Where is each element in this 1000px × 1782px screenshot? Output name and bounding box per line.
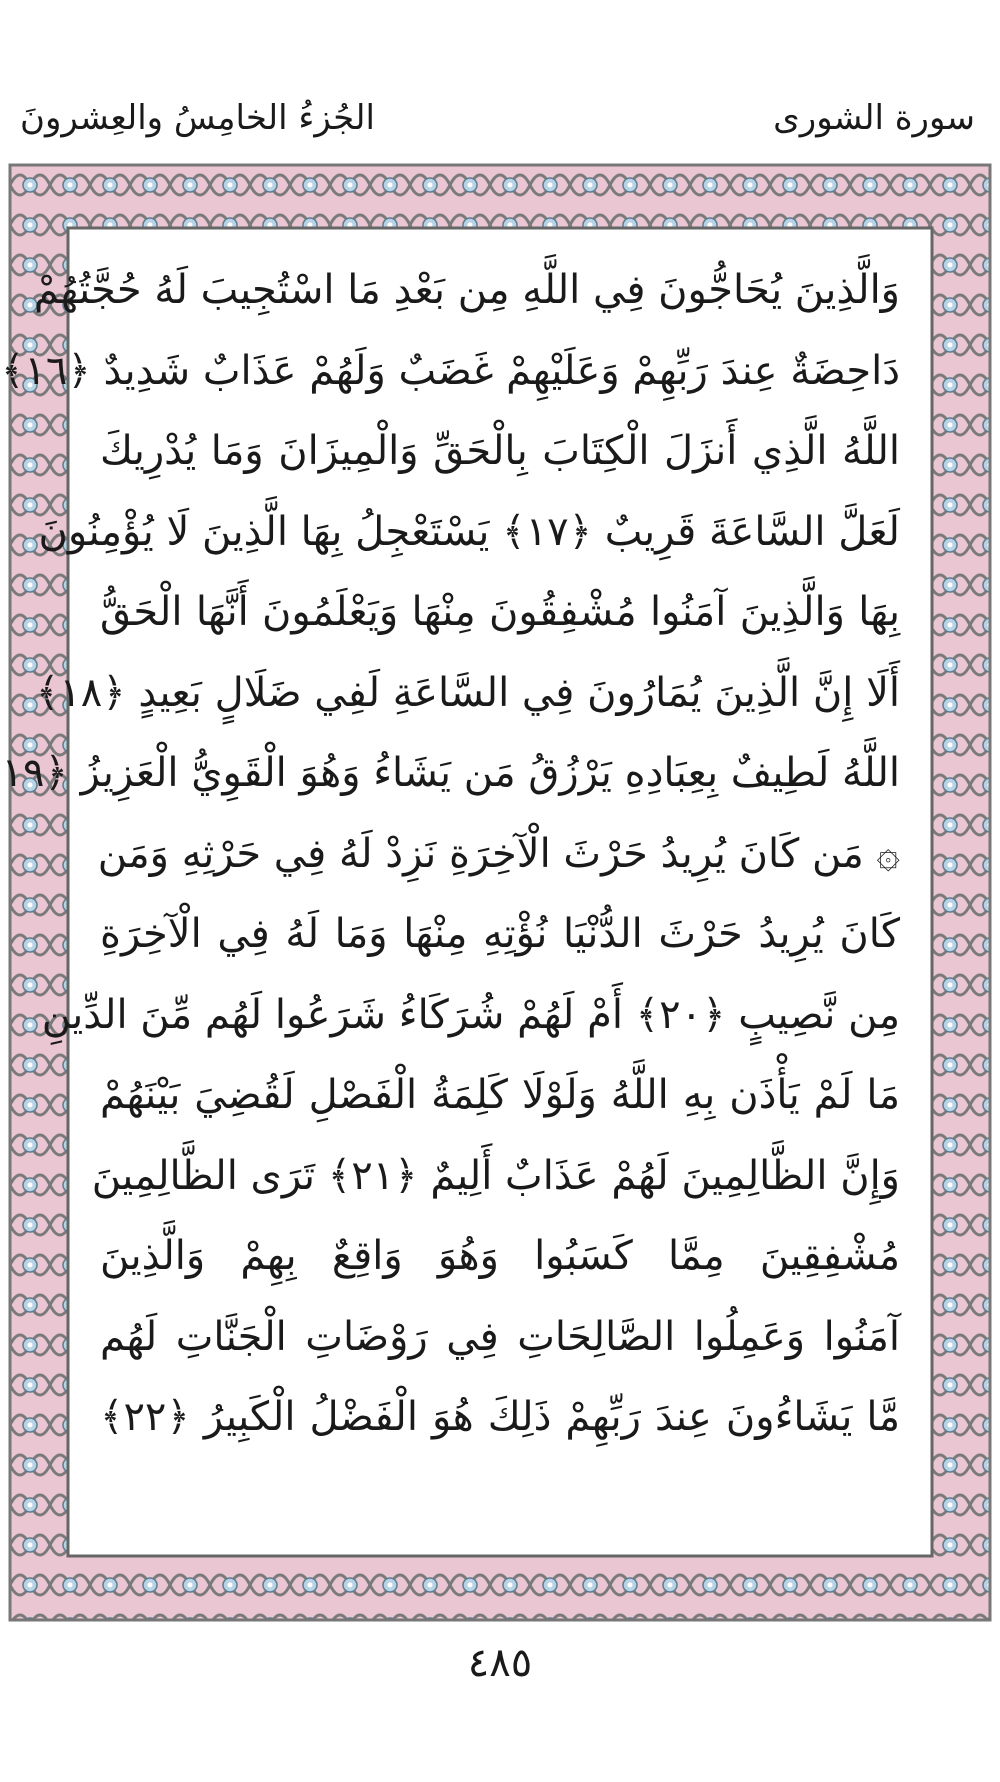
text-line: آمَنُوا وَعَمِلُوا الصَّالِحَاتِ فِي رَوْضَاتِ الْجَنَّاتِ لَهُم	[100, 1313, 900, 1360]
text-line: اللَّهُ الَّذِي أَنزَلَ الْكِتَابَ بِالْحَقِّ وَالْمِيزَانَ وَمَا يُدْرِيكَ	[100, 428, 900, 474]
text-line: اللَّهُ لَطِيفٌ بِعِبَادِهِ يَرْزُقُ مَن يَشَاءُ وَهُوَ الْقَوِيُّ الْعَزِيزُ ﴿١٩	[1, 750, 900, 796]
text-line: مَا لَمْ يَأْذَن بِهِ اللَّهُ وَلَوْلَا كَلِمَةُ الْفَصْلِ لَقُضِيَ بَيْنَهُمْ	[100, 1072, 900, 1118]
text-line: كَانَ يُرِيدُ حَرْثَ الدُّنْيَا نُؤْتِهِ مِنْهَا وَمَا لَهُ فِي الْآخِرَةِ	[100, 911, 900, 957]
text-line: أَلَا إِنَّ الَّذِينَ يُمَارُونَ فِي السَّاعَةِ لَفِي ضَلَالٍ بَعِيدٍ ﴿١٨﴾	[35, 669, 900, 716]
juz-title: الجُزءُ الخامِسُ والعِشرونَ	[20, 98, 375, 138]
surah-title: سورة الشورى	[773, 98, 975, 138]
text-line: ۞ مَن كَانَ يُرِيدُ حَرْثَ الْآخِرَةِ نَزِدْ لَهُ فِي حَرْثِهِ وَمَن	[97, 830, 900, 877]
text-line: وَالَّذِينَ يُحَاجُّونَ فِي اللَّهِ مِن بَعْدِ مَا اسْتُجِيبَ لَهُ حُجَّتُهُمْ	[33, 267, 900, 313]
page-number: ٤٨٥	[467, 1640, 533, 1686]
text-line: مُشْفِقِينَ مِمَّا كَسَبُوا وَهُوَ وَاقِعٌ بِهِمْ وَالَّذِينَ	[100, 1233, 900, 1279]
text-line: دَاحِضَةٌ عِندَ رَبِّهِمْ وَعَلَيْهِمْ غَضَبٌ وَلَهُمْ عَذَابٌ شَدِيدٌ ﴿١٦﴾	[0, 347, 900, 394]
text-line: لَعَلَّ السَّاعَةَ قَرِيبٌ ﴿١٧﴾ يَسْتَعْجِلُ بِهَا الَّذِينَ لَا يُؤْمِنُونَ	[38, 508, 900, 555]
text-line: مِن نَّصِيبٍ ﴿٢٠﴾ أَمْ لَهُمْ شُرَكَاءُ شَرَعُوا لَهُم مِّنَ الدِّينِ	[41, 991, 900, 1038]
page-header	[0, 88, 1000, 148]
text-line: وَإِنَّ الظَّالِمِينَ لَهُمْ عَذَابٌ أَلِيمٌ ﴿٢١﴾ تَرَى الظَّالِمِينَ	[91, 1152, 900, 1199]
text-line: مَّا يَشَاءُونَ عِندَ رَبِّهِمْ ذَلِكَ هُوَ الْفَضْلُ الْكَبِيرُ ﴿٢٢﴾	[100, 1394, 900, 1440]
text-line: بِهَا وَالَّذِينَ آمَنُوا مُشْفِقُونَ مِنْهَا وَيَعْلَمُونَ أَنَّهَا الْحَقُّ	[100, 589, 900, 635]
quran-text	[0, 250, 900, 1458]
